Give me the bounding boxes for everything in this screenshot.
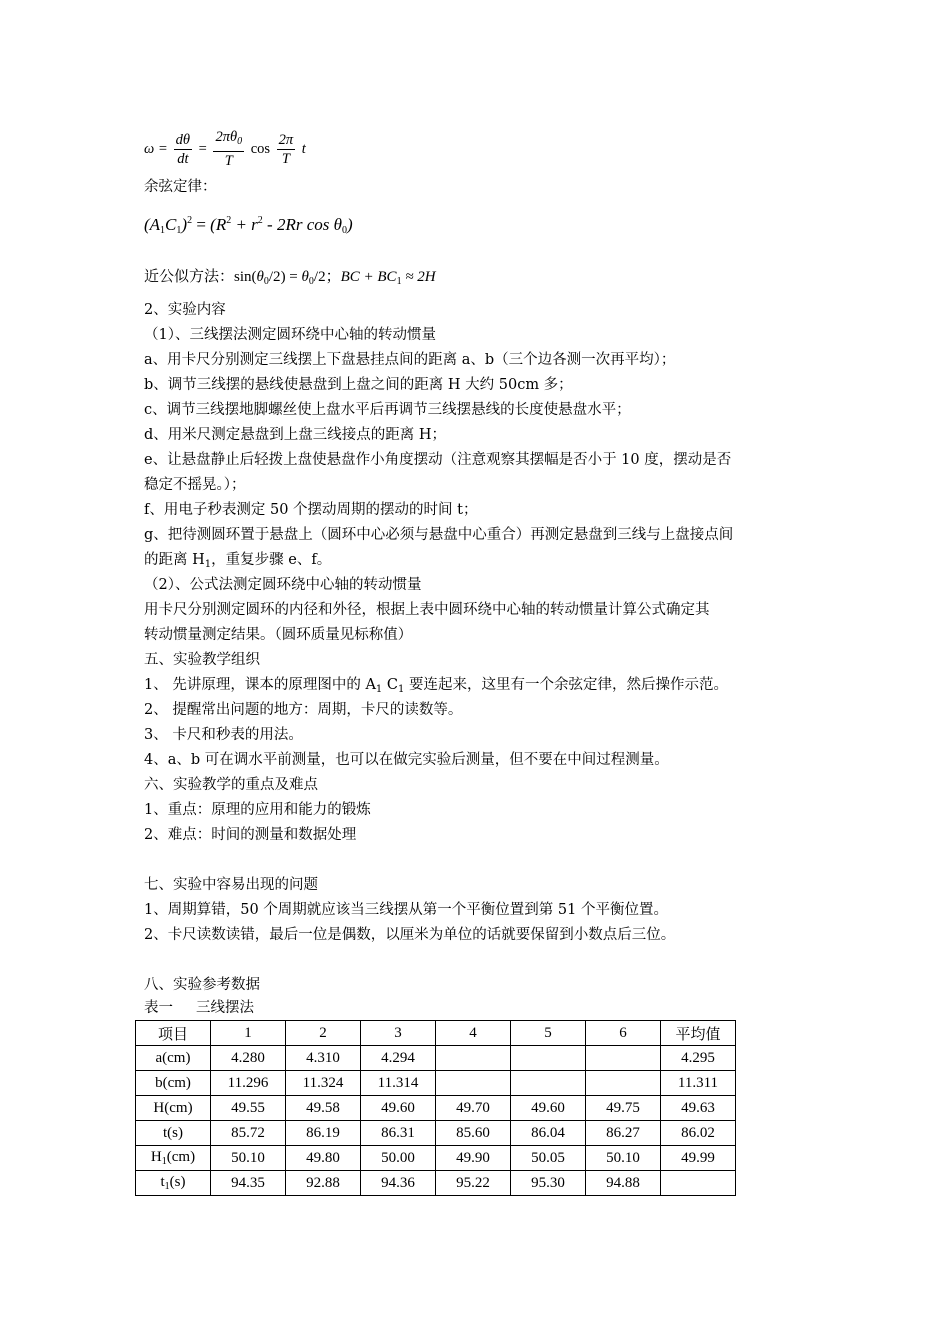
table-cell	[661, 1171, 736, 1196]
table-header-cell: 5	[511, 1021, 586, 1046]
superscript: 2	[226, 215, 232, 226]
table-header-cell: 4	[436, 1021, 511, 1046]
table-cell: 49.58	[286, 1096, 361, 1121]
table-cell: 49.60	[361, 1096, 436, 1121]
step-b: b、调节三线摆的悬线使悬盘到上盘之间的距离 H 大约 50cm 多；	[144, 377, 573, 393]
formula-part: C	[165, 215, 177, 234]
fraction-denominator: dt	[177, 150, 189, 167]
table-cell: 86.04	[511, 1121, 586, 1146]
table-row-label	[136, 1171, 211, 1196]
section-5-title: 五、实验教学组织	[144, 652, 260, 668]
table-row	[136, 1071, 736, 1096]
label-subscript: 1	[164, 1181, 170, 1192]
formula-part: /2	[268, 269, 281, 285]
formula-part: ≈ 2H	[401, 269, 436, 285]
table-cell: 94.35	[211, 1171, 286, 1196]
table-cell: 50.10	[586, 1146, 661, 1171]
cosine-law-formula	[144, 208, 353, 244]
table-cell: 4.294	[361, 1046, 436, 1071]
table-cell: 11.296	[211, 1071, 286, 1096]
section-6-title: 六、实验教学的重点及难点	[144, 777, 318, 793]
table-cell: 49.99	[661, 1146, 736, 1171]
label-main: H	[150, 1149, 162, 1165]
fraction-denominator: T	[281, 150, 290, 167]
table-header-cell: 平均值	[661, 1021, 736, 1046]
table-row	[136, 1171, 736, 1196]
section-5-item-1	[144, 675, 728, 700]
step-g-line2	[144, 550, 331, 575]
table-cell: 11.314	[361, 1071, 436, 1096]
subscript: 1	[160, 225, 166, 236]
subsection-2-2: （2）、公式法测定圆环绕中心轴的转动惯量	[144, 577, 422, 593]
equals-sign: =	[198, 141, 207, 157]
table-row-label	[136, 1096, 211, 1121]
formula-part: θ	[301, 269, 309, 285]
table-header-cell: 项目	[136, 1021, 211, 1046]
table-row	[136, 1146, 736, 1171]
text-part: C	[382, 677, 399, 693]
table-row	[136, 1046, 736, 1071]
formula-part: + r	[231, 215, 258, 234]
table-cell	[436, 1071, 511, 1096]
table-header-cell: 3	[361, 1021, 436, 1046]
fraction-dtheta-dt	[174, 131, 192, 168]
equals-sign: =	[192, 215, 211, 234]
label-main: t(s)	[163, 1124, 183, 1141]
table-cell	[511, 1071, 586, 1096]
table-cell: 86.27	[586, 1121, 661, 1146]
table-cell: 86.31	[361, 1121, 436, 1146]
table-cell: 50.05	[511, 1146, 586, 1171]
step-e-line1: e、让悬盘静止后轻拨上盘使悬盘作小角度摆动（注意观察其摆幅是否小于 10 度，摆动是否	[144, 452, 732, 468]
table-cell: 92.88	[286, 1171, 361, 1196]
table-header-cell: 6	[586, 1021, 661, 1046]
table-cell	[511, 1046, 586, 1071]
table-cell: 94.88	[586, 1171, 661, 1196]
separator: ；	[325, 267, 341, 285]
table-cell: 49.90	[436, 1146, 511, 1171]
formula-part: sin(	[234, 269, 257, 285]
approximation-label: 近公似方法：	[144, 267, 235, 285]
table-cell: 50.10	[211, 1146, 286, 1171]
step-a: a、用卡尺分别测定三线摆上下盘悬挂点间的距离 a、b（三个边各测一次再平均）；	[144, 352, 676, 368]
subscript: 1	[375, 684, 383, 695]
section-5-item-3: 3、 卡尺和秒表的用法。	[144, 727, 303, 743]
formula-method-line2: 转动惯量测定结果。（圆环质量见标称值）	[144, 627, 413, 643]
omega-formula	[144, 128, 306, 170]
table-cell: 11.311	[661, 1071, 736, 1096]
equals-sign: =	[158, 141, 168, 157]
subscript: 1	[204, 559, 212, 570]
table-cell	[586, 1046, 661, 1071]
omega-symbol: ω	[144, 141, 155, 157]
superscript: 2	[187, 215, 193, 226]
formula-part: /2	[313, 269, 326, 285]
table-cell: 86.19	[286, 1121, 361, 1146]
table-cell: 11.324	[286, 1071, 361, 1096]
table-caption: 表一 三线摆法	[144, 1000, 255, 1016]
fraction-numerator: 2π	[278, 131, 294, 148]
superscript: 2	[257, 215, 263, 226]
table-cell: 85.72	[211, 1121, 286, 1146]
table-cell: 85.60	[436, 1121, 511, 1146]
fraction-numerator: dθ	[175, 131, 191, 148]
section-7-title: 七、实验中容易出现的问题	[144, 877, 318, 893]
label-tail: (s)	[169, 1174, 186, 1190]
table-cell: 4.310	[286, 1046, 361, 1071]
subscript: 1	[398, 684, 405, 695]
formula-method-line1: 用卡尺分别测定圆环的内径和外径，根据上表中圆环绕中心轴的转动惯量计算公式确定其	[144, 602, 710, 618]
formula-part: )	[346, 215, 353, 234]
subscript: 0	[263, 276, 269, 287]
fraction-numerator	[213, 128, 244, 152]
formula-part: ) =	[280, 269, 302, 285]
approximation-line	[144, 262, 436, 296]
subscript: 0	[341, 225, 347, 236]
section-6-item-1: 1、重点：原理的应用和能力的锻炼	[144, 802, 371, 818]
table-cell: 4.295	[661, 1046, 736, 1071]
fraction-2pi-T	[277, 131, 296, 168]
step-d: d、用米尺测定悬盘到上盘三线接点的距离 H；	[144, 427, 447, 443]
text-part: 1、 先讲原理，课本的原理图中的 A	[144, 677, 376, 693]
table-header-cell: 2	[286, 1021, 361, 1046]
table-row-label	[136, 1146, 211, 1171]
cos-function: cos	[250, 141, 271, 157]
numerator-text: 2πθ	[215, 129, 238, 145]
step-f: f、用电子秒表测定 50 个摆动周期的摆动的时间 t；	[144, 502, 478, 518]
time-variable: t	[301, 141, 306, 157]
subsection-2-1: （1）、三线摆法测定圆环绕中心轴的转动惯量	[144, 327, 436, 343]
step-c: c、调节三线摆地脚螺丝使上盘水平后再调节三线摆悬线的长度使悬盘水平；	[144, 402, 631, 418]
table-cell: 4.280	[211, 1046, 286, 1071]
table-row-label	[136, 1071, 211, 1096]
section-7-item-2: 2、卡尺读数读错，最后一位是偶数，以厘米为单位的话就要保留到小数点后三位。	[144, 927, 676, 943]
table-cell: 49.63	[661, 1096, 736, 1121]
step-g-line1: g、把待测圆环置于悬盘上（圆环中心必须与悬盘中心重合）再测定悬盘到三线与上盘接点间	[144, 527, 734, 543]
subscript: 0	[308, 276, 314, 287]
table-cell: 50.00	[361, 1146, 436, 1171]
data-table-body	[136, 1021, 736, 1196]
section-5-item-2: 2、 提醒常出问题的地方：周期，卡尺的读数等。	[144, 702, 463, 718]
formula-part: - 2Rr cos θ	[262, 215, 342, 234]
section-2-title: 2、实验内容	[144, 302, 226, 318]
table-cell: 49.75	[586, 1096, 661, 1121]
subscript: 1	[176, 225, 182, 236]
label-main: a(cm)	[155, 1049, 191, 1066]
table-cell: 95.22	[436, 1171, 511, 1196]
table-cell: 94.36	[361, 1171, 436, 1196]
formula-part: BC + BC	[340, 269, 397, 285]
formula-part: (R	[210, 215, 227, 234]
table-cell	[586, 1071, 661, 1096]
table-cell: 49.70	[436, 1096, 511, 1121]
table-row-label	[136, 1046, 211, 1071]
table-header-cell: 1	[211, 1021, 286, 1046]
text-part: ，重复步骤 e、f。	[211, 552, 332, 568]
text-part: 要连起来，这里有一个余弦定律，然后操作示范。	[404, 677, 728, 693]
table-row	[136, 1096, 736, 1121]
formula-part: )	[181, 215, 188, 234]
label-main: t	[160, 1174, 165, 1190]
subscript: 1	[396, 276, 402, 287]
label-main: H(cm)	[153, 1099, 193, 1116]
fraction-denominator: T	[224, 153, 233, 169]
formula-part: (A	[144, 215, 161, 234]
data-table	[135, 1020, 736, 1196]
fraction-2pi-theta0-T	[213, 128, 244, 170]
table-cell: 95.30	[511, 1171, 586, 1196]
table-header-row	[136, 1021, 736, 1046]
table-cell	[436, 1046, 511, 1071]
text-part: 的距离 H	[144, 552, 205, 568]
table-row-label	[136, 1121, 211, 1146]
label-tail: (cm)	[166, 1149, 196, 1165]
table-row	[136, 1121, 736, 1146]
subscript: 0	[237, 136, 243, 147]
table-cell: 49.55	[211, 1096, 286, 1121]
step-e-line2: 稳定不摇晃。）；	[144, 477, 246, 493]
section-5-item-4: 4、a、b 可在调水平前测量，也可以在做完实验后测量，但不要在中间过程测量。	[144, 752, 669, 768]
section-7-item-1: 1、周期算错，50 个周期就应该当三线摆从第一个平衡位置到第 51 个平衡位置。	[144, 902, 668, 918]
section-8-title: 八、实验参考数据	[144, 977, 260, 993]
label-subscript: 1	[161, 1156, 167, 1167]
table-cell: 86.02	[661, 1121, 736, 1146]
table-cell: 49.60	[511, 1096, 586, 1121]
section-6-item-2: 2、难点：时间的测量和数据处理	[144, 827, 357, 843]
table-cell: 49.80	[286, 1146, 361, 1171]
cosine-law-label: 余弦定律：	[144, 179, 217, 195]
formula-part: θ	[256, 269, 264, 285]
label-main: b(cm)	[155, 1074, 191, 1091]
